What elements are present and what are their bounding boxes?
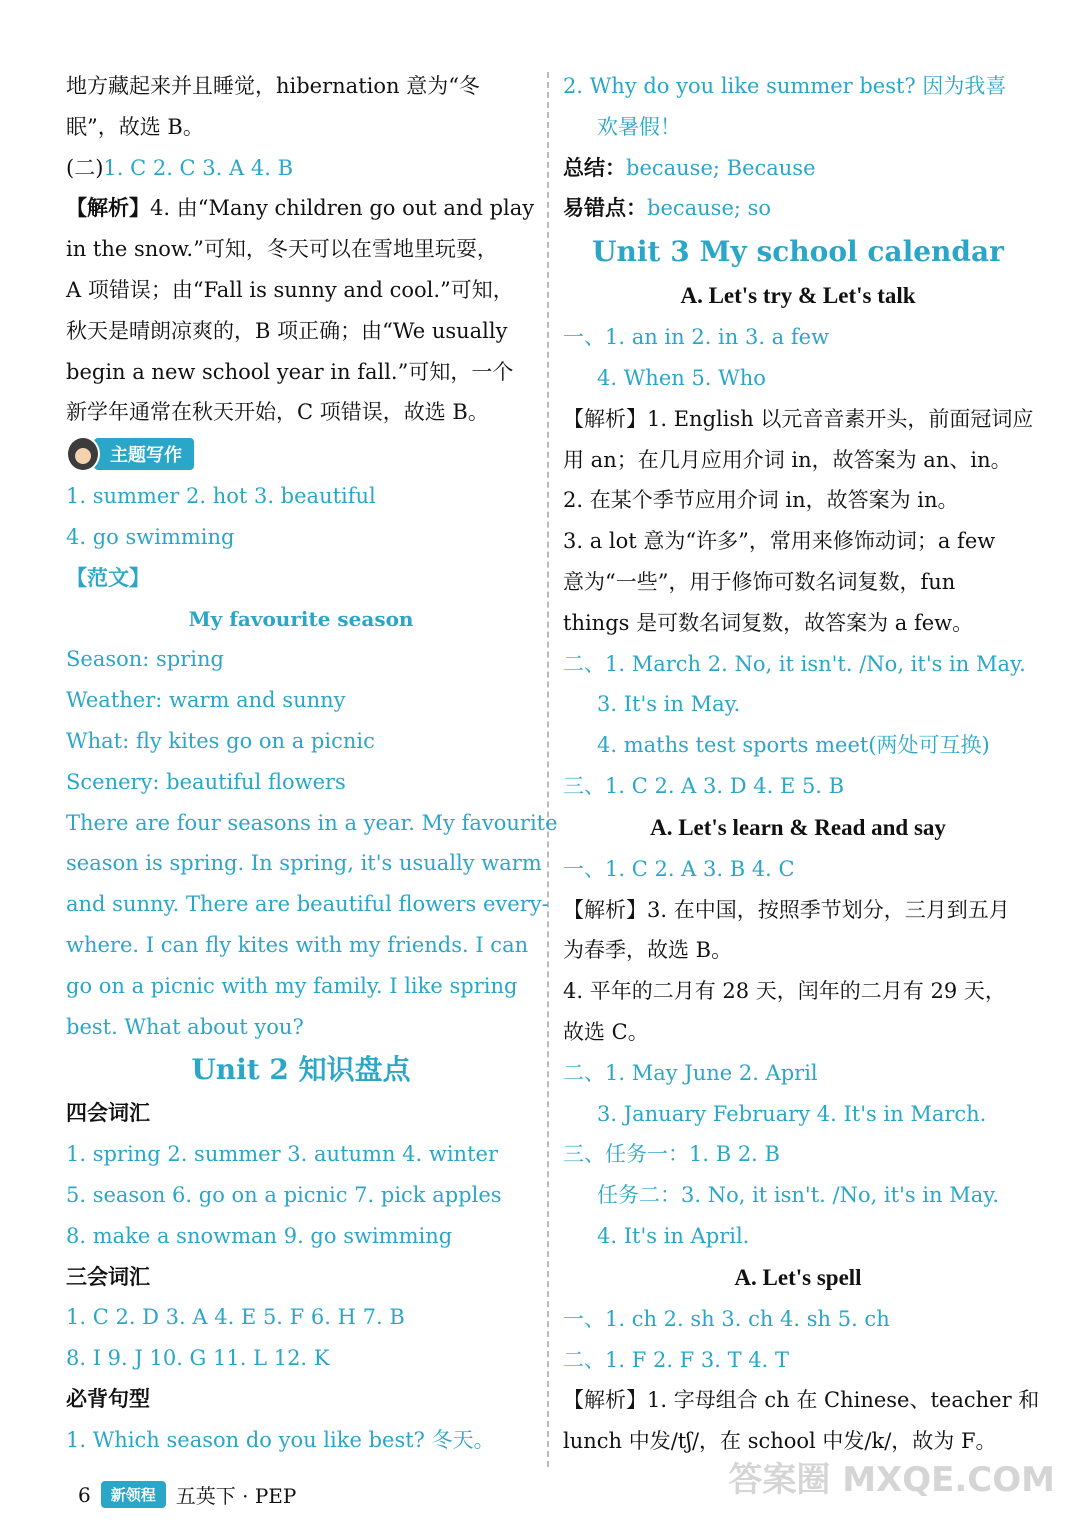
text-line: 新学年通常在秋天开始，C 项错误，故选 B。 xyxy=(66,400,489,425)
text-line: 眠”，故选 B。 xyxy=(66,114,204,139)
answer-line: 4. When 5. Who xyxy=(597,365,766,390)
answer-line: 二、1. March 2. No, it isn't. /No, it's in May. xyxy=(563,651,1026,676)
analysis-line: 2. 在某个季节应用介词 in，故答案为 in。 xyxy=(563,488,959,513)
text-line: 地方藏起来并且睡觉，hibernation 意为“冬 xyxy=(66,74,480,98)
analysis-line: lunch 中发/tʃ/，在 school 中发/k/，故为 F。 xyxy=(563,1429,997,1454)
answer-line: 三、任务一：1. B 2. B xyxy=(563,1142,780,1167)
analysis-line: 【解析】1. English 以元音音素开头，前面冠词应 xyxy=(563,406,1034,431)
brand-logo: 新领程 xyxy=(101,1481,166,1508)
analysis-line: 【解析】1. 字母组合 ch 在 Chinese、teacher 和 xyxy=(563,1388,1040,1413)
answer-line: 3. January February 4. It's in March. xyxy=(597,1101,987,1126)
text-line: in the snow.”可知，冬天可以在雪地里玩耍， xyxy=(66,237,498,262)
section-heading: 必背句型 xyxy=(66,1385,150,1411)
essay-line: There are four seasons in a year. My favourite xyxy=(66,810,558,835)
essay-line: season is spring. In spring, it's usually warm xyxy=(66,851,542,876)
section-heading: 三会词汇 xyxy=(66,1263,150,1289)
answer-line: 一、1. C 2. A 3. B 4. C xyxy=(563,856,795,881)
sentence-line: 欢暑假！ xyxy=(597,114,681,139)
answer-line: (二)1. C 2. C 3. A 4. B xyxy=(66,155,293,180)
analysis-line: 3. a lot 意为“许多”，常用来修饰动词；a few xyxy=(563,529,996,554)
analysis-line: 【解析】4. 由“Many children go out and play xyxy=(66,195,535,221)
answer-line: 1. summer 2. hot 3. beautiful xyxy=(66,484,376,509)
essay-line: Weather: warm and sunny xyxy=(66,688,346,713)
analysis-line: 为春季，故选 B。 xyxy=(563,938,733,963)
analysis-line: 用 an；在几月应用介词 in，故答案为 an、in。 xyxy=(563,447,1012,472)
summary-line: 总结：because; Because xyxy=(563,154,816,180)
page-footer xyxy=(78,1480,296,1509)
section-heading: 四会词汇 xyxy=(66,1100,150,1126)
answer-line: 二、1. May June 2. April xyxy=(563,1060,818,1085)
analysis-line: 意为“一些”，用于修饰可数名词复数，fun xyxy=(563,569,956,594)
error-point-line: 易错点：because; so xyxy=(563,195,772,221)
answer-line: 4. It's in April. xyxy=(597,1223,750,1248)
text-line: A 项错误；由“Fall is sunny and cool.”可知， xyxy=(66,277,514,302)
answer-line: 二、1. F 2. F 3. T 4. T xyxy=(563,1347,790,1372)
essay-line: Season: spring xyxy=(66,647,224,672)
watermark: 答案圈 MXQE.COM xyxy=(728,1460,1055,1500)
vocab-line: 8. make a snowman 9. go swimming xyxy=(66,1223,453,1248)
book-title: 五英下 · PEP xyxy=(175,1484,297,1508)
section-title: A. Let's spell xyxy=(734,1264,862,1290)
boy-mascot-icon xyxy=(66,436,100,472)
vocab-line: 5. season 6. go on a picnic 7. pick apples xyxy=(66,1182,502,1207)
text-line: 秋天是晴朗凉爽的，B 项正确；由“We usually xyxy=(66,318,508,343)
unit-2-heading: Unit 2 知识盘点 xyxy=(191,1053,411,1087)
answer-line: 一、1. an in 2. in 3. a few xyxy=(563,325,830,350)
essay-line: Scenery: beautiful flowers xyxy=(66,769,346,794)
essay-line: and sunny. There are beautiful flowers every- xyxy=(66,892,549,917)
answer-line: 3. It's in May. xyxy=(597,692,741,717)
sentence-line: 2. Why do you like summer best? 因为我喜 xyxy=(563,74,1007,98)
left-column xyxy=(66,66,558,1461)
unit-3-heading: Unit 3 My school calendar xyxy=(592,235,1004,269)
section-title: A. Let's try & Let's talk xyxy=(680,283,916,309)
vocab-line: 8. I 9. J 10. G 11. L 12. K xyxy=(66,1346,330,1371)
answer-line: 4. maths test sports meet(两处可互换) xyxy=(597,733,990,758)
answer-line: 一、1. ch 2. sh 3. ch 4. sh 5. ch xyxy=(563,1306,890,1331)
sentence-line: 1. Which season do you like best? 冬天。 xyxy=(66,1427,495,1452)
essay-line: What: fly kites go on a picnic xyxy=(66,728,375,753)
analysis-line: things 是可数名词复数，故答案为 a few。 xyxy=(563,610,974,635)
essay-line: best. What about you? xyxy=(66,1014,304,1039)
right-column xyxy=(563,66,1040,1462)
column-divider xyxy=(547,72,549,1467)
text-line: begin a new school year in fall.”可知，一个 xyxy=(66,359,514,384)
page-number: 6 xyxy=(78,1482,91,1507)
answer-line: 三、1. C 2. A 3. D 4. E 5. B xyxy=(563,773,845,798)
answer-line: 4. go swimming xyxy=(66,524,235,549)
answer-line: 任务二：3. No, it isn't. /No, it's in May. xyxy=(597,1183,1000,1208)
analysis-line: 【解析】3. 在中国，按照季节划分，三月到五月 xyxy=(563,897,1010,922)
vocab-line: 1. spring 2. summer 3. autumn 4. winter xyxy=(66,1142,498,1167)
sample-essay-label: 【范文】 xyxy=(66,564,150,590)
vocab-line: 1. C 2. D 3. A 4. E 5. F 6. H 7. B xyxy=(66,1305,405,1330)
analysis-line: 4. 平年的二月有 28 天，闰年的二月有 29 天， xyxy=(563,979,1006,1004)
analysis-line: 故选 C。 xyxy=(563,1019,649,1044)
essay-title: My favourite season xyxy=(188,606,414,631)
essay-line: where. I can fly kites with my friends. I can xyxy=(66,932,529,957)
topic-writing-badge: 主题写作 xyxy=(66,437,194,471)
essay-line: go on a picnic with my family. I like spring xyxy=(66,973,518,998)
section-title: A. Let's learn & Read and say xyxy=(650,814,946,840)
